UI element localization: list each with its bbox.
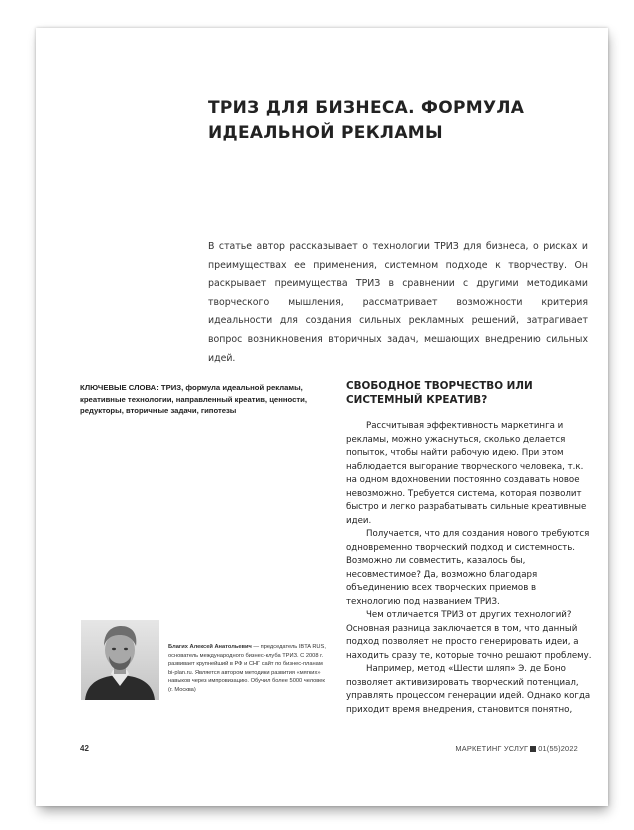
author-portrait-icon — [81, 620, 159, 700]
keywords-block — [80, 382, 332, 417]
article-body — [346, 420, 592, 717]
article-title: ТРИЗ ДЛЯ БИЗНЕСА. ФОРМУЛА ИДЕАЛЬНОЙ РЕКЛАМЫ — [208, 98, 525, 143]
body-paragraph: Чем отличается ТРИЗ от других технологий? Основная разница заключается в том, что данный подход позволяет не просто генерировать идеи, а находить сразу те, которые точно решают проблему. — [346, 610, 592, 661]
author-photo — [81, 620, 159, 700]
journal-footer — [455, 744, 578, 753]
author-name: Благих Алексей Анатольевич — [168, 644, 252, 650]
journal-issue: 01(55)2022 — [538, 744, 578, 753]
body-paragraph: Например, метод «Шести шляп» Э. де Боно позволяет активизировать творческий потенциал, управлять процессом генерации идей. Однако когда приходит время внедрения, становится понятно, — [346, 664, 591, 715]
article-abstract: В статье автор рассказывает о технологии ТРИЗ для бизнеса, о рисках и преимуществах ее применения, системном подходе к творчеству. Он раскрывает преимущества ТРИЗ в сравнении с другими методиками творческого мышления, рассматривает возможности критерия идеальности для создания сильных рекламных решений, затрагивает вопрос возникновения вторичных задач, мешающих внедрению сильных идей. — [208, 241, 588, 364]
author-bio: — председатель IBTA RUS, основатель международного бизнес-клуба ТРИЗ. С 2008 г. развивает крупнейший в РФ и СНГ сайт по бизнес-планам bi-plan.ru. Является автором методики развития «мягких» навыков через импровизацию. Обучил более 5000 человек (г. Москва) — [168, 644, 326, 693]
keywords-text: ТРИЗ, формула идеальной рекламы, креативные технологии, направленный креатив, ценности, редукторы, вторичные задачи, гипотезы — [80, 383, 307, 415]
author-info — [168, 643, 328, 694]
section-title: СВОБОДНОЕ ТВОРЧЕСТВО ИЛИ СИСТЕМНЫЙ КРЕАТИВ? — [346, 380, 533, 406]
square-separator-icon — [530, 746, 536, 752]
body-paragraph: Получается, что для создания нового требуются одновременно творческий подход и системность. Возможно ли совместить, казалось бы, несовместимое? Да, возможно благодаря объединению всех творческих приемов в технологию под названием ТРИЗ. — [346, 529, 590, 607]
page-number: 42 — [80, 744, 89, 753]
journal-name: МАРКЕТИНГ УСЛУГ — [455, 744, 529, 753]
keywords-label: КЛЮЧЕВЫЕ СЛОВА: — [80, 383, 159, 392]
body-paragraph: Рассчитывая эффективность маркетинга и рекламы, можно ужаснуться, сколько делается попыток, чтобы найти рабочую идею. При этом наблюдается выгорание творческого человека, т.к. на одном вдохновении постоянно создавать новое невозможно. Требуется система, которая позволит быстро и легко разрабатывать сильные креативные идеи. — [346, 421, 587, 526]
magazine-page — [36, 28, 608, 806]
